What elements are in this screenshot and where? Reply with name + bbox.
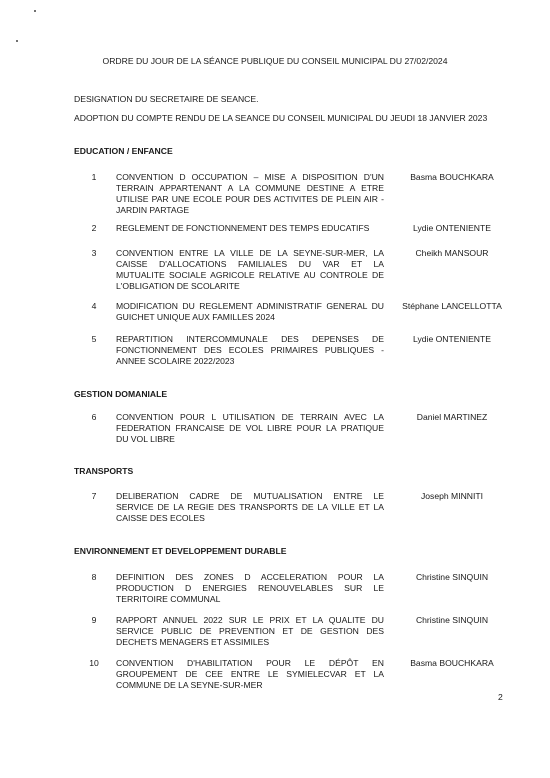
item-text: [116, 615, 384, 648]
item-text-line: CAISSE DES ECOLES: [116, 513, 205, 523]
item-text-line: DELIBERATION CADRE DE MUTUALISATION ENTRE LE: [116, 491, 384, 501]
item-text-line: FEDERATION FRANCAISE DE VOL LIBRE POUR LA PRATIQUE: [116, 423, 384, 433]
item-text: [116, 172, 384, 216]
item-text-line: CONVENTION D OCCUPATION – MISE A DISPOSITION D'UN: [116, 172, 384, 182]
scan-speck: [34, 10, 36, 12]
item-text: [116, 491, 384, 524]
item-text-line: JARDIN PARTAGE: [116, 205, 190, 215]
item-text-line: RAPPORT ANNUEL 2022 SUR LE PRIX ET LA QUALITE DU: [116, 615, 384, 625]
section-title-transports: TRANSPORTS: [74, 466, 134, 476]
scan-speck: [16, 40, 18, 42]
item-text-line: MODIFICATION DU REGLEMENT ADMINISTRATIF GENERAL DU: [116, 301, 384, 311]
page-number: 2: [498, 692, 503, 702]
item-text-line: REPARTITION INTERCOMMUNALE DES DEPENSES DE: [116, 334, 384, 344]
item-rapporteur: Lydie ONTENIENTE: [413, 334, 491, 344]
item-text: [116, 572, 384, 605]
item-rapporteur: Cheikh MANSOUR: [415, 248, 489, 258]
item-text: [116, 248, 384, 292]
item-number: 6: [91, 412, 97, 422]
item-rapporteur: Basma BOUCHKARA: [410, 658, 494, 668]
item-number: 2: [91, 223, 97, 233]
item-rapporteur: Christine SINQUIN: [415, 572, 489, 582]
item-text-line: TERRITOIRE COMMUNAL: [116, 594, 221, 604]
item-text-line: REGLEMENT DE FONCTIONNEMENT DES TEMPS EDUCATIFS: [116, 223, 370, 233]
item-text-line: FONCTIONNEMENT DES ECOLES PRIMAIRES PUBLIQUES -: [116, 345, 384, 355]
item-rapporteur: Basma BOUCHKARA: [410, 172, 494, 182]
item-number: 9: [91, 615, 97, 625]
item-rapporteur: Lydie ONTENIENTE: [413, 223, 491, 233]
item-text: [116, 334, 384, 367]
preamble-adoption: ADOPTION DU COMPTE RENDU DE LA SEANCE DU CONSEIL MUNICIPAL DU JEUDI 18 JANVIER 2023: [74, 113, 488, 123]
item-text-line: DECHETS MENAGERS ET ASSIMILES: [116, 637, 270, 647]
item-rapporteur: Daniel MARTINEZ: [416, 412, 488, 422]
item-text-line: DEFINITION DES ZONES D ACCELERATION POUR LA: [116, 572, 384, 582]
item-text-line: CONVENTION ENTRE LA VILLE DE LA SEYNE-SUR-MER, LA: [116, 248, 384, 258]
preamble-designation: DESIGNATION DU SECRETAIRE DE SEANCE.: [74, 94, 259, 104]
item-text-line: CAISSE D'ALLOCATIONS FAMILIALES DU VAR ET LA: [116, 259, 384, 269]
item-text-line: CONVENTION D'HABILITATION POUR LE DÉPÔT EN: [116, 658, 384, 668]
item-number: 5: [91, 334, 97, 344]
item-text: [116, 301, 384, 323]
item-number: 4: [91, 301, 97, 311]
item-text-line: CONVENTION POUR L UTILISATION DE TERRAIN AVEC LA: [116, 412, 384, 422]
item-number: 8: [91, 572, 97, 582]
item-rapporteur: Christine SINQUIN: [415, 615, 489, 625]
item-number: 1: [91, 172, 97, 182]
item-text-line: ANNEE SCOLAIRE 2022/2023: [116, 356, 235, 366]
item-text-line: PRODUCTION D ENERGIES RENOUVELABLES SUR LE: [116, 583, 384, 593]
item-text-line: L'OBLIGATION DE SCOLARITE: [116, 281, 240, 291]
item-text-line: SERVICE DE LA REGIE DES TRANSPORTS DE LA VILLE ET LA: [116, 502, 384, 512]
item-rapporteur: Stéphane LANCELLOTTA: [402, 301, 502, 311]
item-text-line: DU VOL LIBRE: [116, 434, 175, 444]
section-title-environnement: ENVIRONNEMENT ET DEVELOPPEMENT DURABLE: [74, 546, 287, 556]
item-number: 3: [91, 248, 97, 258]
page-title: ORDRE DU JOUR DE LA SÉANCE PUBLIQUE DU CONSEIL MUNICIPAL DU 27/02/2024: [102, 56, 448, 66]
item-text-line: GROUPEMENT DE CEE ENTRE LE SYMIELECVAR ET LA: [116, 669, 384, 679]
item-text: [116, 223, 384, 234]
item-text-line: MUTUALITE SOCIALE AGRICOLE RELATIVE AU CONTROLE DE: [116, 270, 384, 280]
item-text: [116, 658, 384, 691]
item-text-line: GUICHET UNIQUE AUX FAMILLES 2024: [116, 312, 275, 322]
item-text-line: SERVICE PUBLIC DE PREVENTION ET DE GESTION DES: [116, 626, 384, 636]
item-number: 7: [91, 491, 97, 501]
section-title-education: EDUCATION / ENFANCE: [74, 146, 173, 156]
item-text-line: COMMUNE DE LA SEYNE-SUR-MER: [116, 680, 263, 690]
item-number: 10: [89, 658, 99, 668]
section-title-gestion-domaniale: GESTION DOMANIALE: [74, 389, 168, 399]
item-text-line: TERRAIN APPARTENANT A LA COMMUNE DESTINE A ETRE: [116, 183, 384, 193]
item-text-line: UTILISE PAR UNE ECOLE POUR DES ACTIVITES DE PLEIN AIR -: [116, 194, 384, 204]
item-text: [116, 412, 384, 445]
item-rapporteur: Joseph MINNITI: [420, 491, 484, 501]
